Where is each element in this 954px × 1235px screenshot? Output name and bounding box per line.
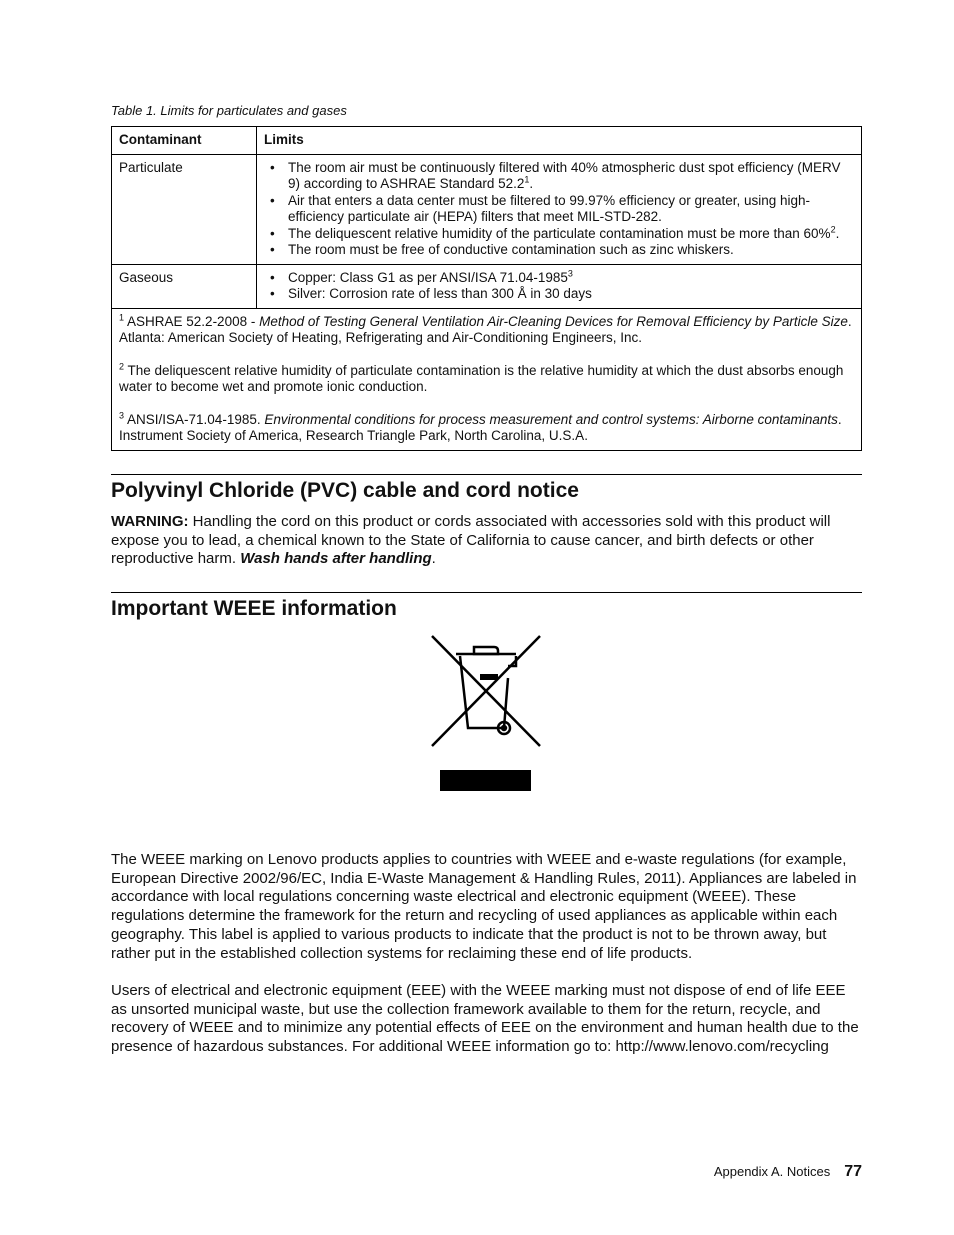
limit-item	[282, 193, 854, 226]
footnote-reference: 1	[524, 174, 530, 185]
table-row-particulate	[112, 154, 862, 264]
pvc-warning-paragraph	[111, 513, 862, 569]
limit-text-end: .	[529, 176, 534, 191]
particulate-limit-list	[264, 160, 854, 259]
weee-date-bar	[440, 770, 531, 791]
footer-section: Appendix A. Notices	[713, 1164, 831, 1179]
pvc-heading: Polyvinyl Chloride (PVC) cable and cord notice	[111, 479, 579, 502]
footnote-reference: 3	[567, 268, 573, 278]
header-contaminant: Contaminant	[112, 127, 257, 155]
limit-text: Air that enters a data center must be filtered to 99.97% efficiency or greater, using high-efficiency particulate air (HEPA) filters that meet MIL-STD-282.	[288, 192, 811, 224]
limit-text: Silver: Corrosion rate of less than 300 Å in 30 days	[288, 286, 592, 301]
footnote-title: Environmental conditions for process measurement and control systems: Airborne contaminants	[264, 411, 838, 427]
table-row-gaseous	[112, 264, 862, 308]
warning-text: Handling the cord on this product or cords associated with accessories sold with this product will expose you to lead, a chemical known to the State of California to cause cancer, and birth defects or other reproductive harm.	[111, 513, 831, 568]
limit-item	[282, 286, 854, 303]
gaseous-limit-list	[264, 270, 854, 303]
footnote	[119, 314, 854, 347]
gaseous-label: Gaseous	[112, 264, 257, 308]
footnote-text: ASHRAE 52.2-2008 -	[124, 313, 260, 329]
limit-text-end: .	[835, 225, 840, 241]
footnote-title: Method of Testing General Ventilation Air-Cleaning Devices for Removal Efficiency by Particle Size	[259, 313, 848, 329]
particulate-limits	[257, 154, 862, 264]
table-row-notes	[112, 308, 862, 450]
warning-label: WARNING:	[111, 513, 189, 530]
footnote-text: ANSI/ISA-71.04-1985.	[124, 411, 265, 427]
footnote-number: 3	[119, 410, 125, 420]
particulate-label: Particulate	[112, 154, 257, 264]
footnote	[119, 412, 854, 445]
weee-paragraph-2: Users of electrical and electronic equipment (EEE) with the WEEE marking must not dispose of end of life EEE as unsorted municipal waste, but use the collection framework available to them for the return, recycle, and recovery of WEEE and to minimize any potential effects of EEE on the environment and human health due to the presence of hazardous substances. For additional WEEE information go to: http://www.lenovo.com/recycling	[111, 982, 859, 1056]
table-caption: Table 1. Limits for particulates and gases	[111, 103, 347, 118]
limit-item	[282, 270, 854, 287]
footnote	[119, 363, 854, 396]
footnote-text-end: . Instrument Society of America, Research Triangle Park, North Carolina, U.S.A.	[119, 411, 842, 443]
limit-text: The room air must be continuously filtered with 40% atmospheric dust spot efficiency (MERV 9) according to ASHRAE Standard 52.2	[288, 159, 841, 191]
warning-end: .	[431, 550, 436, 568]
gaseous-limits	[257, 264, 862, 308]
limit-text: Copper: Class G1 as per ANSI/ISA 71.04-1985	[288, 269, 568, 285]
section-divider	[111, 474, 862, 475]
footnote-number: 1	[119, 312, 125, 322]
weee-heading: Important WEEE information	[111, 597, 397, 620]
footnote-number: 2	[119, 361, 125, 371]
limits-table	[111, 126, 862, 451]
table-header-row	[112, 127, 862, 155]
weee-paragraph-1: The WEEE marking on Lenovo products applies to countries with WEEE and e-waste regulations (for example, European Directive 2002/96/EC, India E-Waste Management & Handling Rules, 2011). Appliances are labeled in accordance with local regulations concerning waste electrical and electronic equipment (WEEE). These regulations determine the framework for the return and recycling of used appliances as applicable within each geography. This label is applied to various products to indicate that the product is not to be thrown away, but rather put in the established collection systems for reclaiming these end of life products.	[111, 851, 857, 962]
table-footnotes	[112, 308, 862, 450]
page-number: 77	[844, 1163, 862, 1180]
footnote-reference: 2	[830, 224, 836, 234]
page-footer	[714, 1163, 862, 1181]
limit-item	[282, 242, 854, 259]
limit-text: The room must be free of conductive contamination such as zinc whiskers.	[288, 242, 734, 257]
crossed-out-wheelie-bin-icon	[430, 634, 542, 748]
section-divider	[111, 592, 862, 593]
limit-item	[282, 226, 854, 243]
header-limits: Limits	[257, 127, 862, 155]
limit-text: The deliquescent relative humidity of the particulate contamination must be more than 60%	[288, 225, 831, 241]
limit-item	[282, 160, 854, 193]
footnote-text-end: . Atlanta: American Society of Heating, Refrigerating and Air-Conditioning Engineers, Inc.	[119, 313, 852, 345]
footnote-text: The deliquescent relative humidity of particulate contamination is the relative humidity at which the dust absorbs enough water to become wet and promote ionic conduction.	[119, 362, 844, 394]
warning-emphasis: Wash hands after handling	[240, 550, 432, 568]
